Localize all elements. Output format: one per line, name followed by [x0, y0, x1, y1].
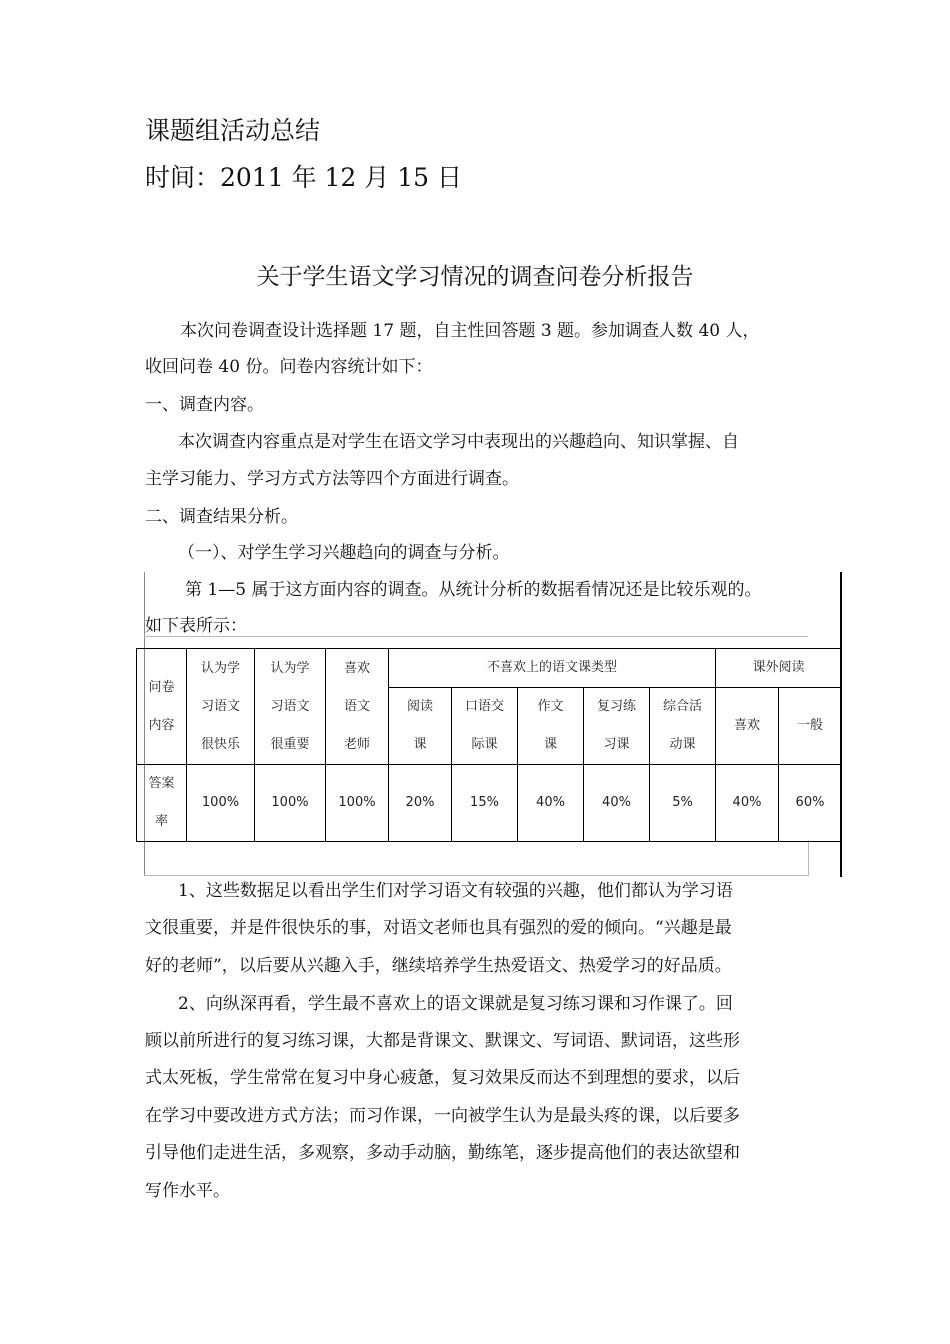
table-intro-line-2: 如下表所示：: [145, 616, 247, 636]
value-cell: 100%: [255, 765, 326, 842]
group-dislike-header: 不喜欢上的语文课类型: [389, 649, 716, 688]
answer-label-cell: 答案 率: [137, 765, 187, 842]
section-heading-2: 二、调查结果分析。: [145, 507, 298, 527]
col-important-header: 认为学 习语文 很重要: [255, 649, 326, 765]
dislike-reading-header: 阅读 课: [389, 688, 452, 765]
value-cell: 100%: [326, 765, 389, 842]
row-header-cell: 问卷 内容: [137, 649, 187, 765]
value-cell: 60%: [779, 765, 842, 842]
dislike-review-header: 复习练 习课: [584, 688, 650, 765]
dislike-writing-header: 作文 课: [518, 688, 584, 765]
value-cell: 100%: [187, 765, 255, 842]
group-reading-header: 课外阅读: [716, 649, 842, 688]
value-cell: 5%: [650, 765, 716, 842]
dislike-activity-header: 综合活 动课: [650, 688, 716, 765]
frame-top-rule: [144, 636, 808, 637]
value-cell: 40%: [518, 765, 584, 842]
analysis-p2-line-6: 写作水平。: [145, 1181, 230, 1201]
analysis-p1-line-3: 好的老师”，以后要从兴趣入手，继续培养学生热爱语文、热爱学习的好品质。: [145, 956, 732, 976]
reading-like-header: 喜欢: [716, 688, 779, 765]
analysis-p2-line-3: 式太死板，学生常常在复习中身心疲惫，复习效果反而达不到理想的要求，以后: [145, 1068, 740, 1088]
value-cell: 40%: [584, 765, 650, 842]
doc-date: 时间：2011 年 12 月 15 日: [145, 163, 462, 192]
subsection-heading-1: （一）、对学生学习兴趣趋向的调查与分析。: [178, 543, 510, 563]
table-intro-line-1: 第 1—5 属于这方面内容的调查。从统计分析的数据看情况还是比较乐观的。: [185, 580, 762, 600]
value-cell: 20%: [389, 765, 452, 842]
value-cell: 40%: [716, 765, 779, 842]
table-answer-row: [137, 765, 842, 842]
table-header-row-1: [137, 649, 842, 688]
doc-heading: 课题组活动总结: [145, 116, 321, 145]
section-heading-1: 一、调查内容。: [145, 395, 264, 415]
dislike-oral-header: 口语交 际课: [452, 688, 518, 765]
analysis-p2-line-1: 2、向纵深再看，学生最不喜欢上的语文课就是复习练习课和习作课了。回: [178, 994, 733, 1014]
analysis-p1-line-1: 1、这些数据足以看出学生们对学习语文有较强的兴趣，他们都认为学习语: [178, 881, 733, 901]
col-happy-header: 认为学 习语文 很快乐: [187, 649, 255, 765]
value-cell: 15%: [452, 765, 518, 842]
analysis-p2-line-4: 在学习中要改进方式方法；而习作课，一向被学生认为是最头疼的课，以后要多: [145, 1106, 740, 1126]
reading-average-header: 一般: [779, 688, 842, 765]
col-teacher-header: 喜欢 语文 老师: [326, 649, 389, 765]
content-line-2: 主学习能力、学习方式方法等四个方面进行调查。: [145, 469, 519, 489]
intro-line-2: 收回问卷 40 份。问卷内容统计如下：: [145, 357, 433, 377]
report-title: 关于学生语文学习情况的调查问卷分析报告: [256, 264, 694, 290]
analysis-p1-line-2: 文很重要，并是件很快乐的事，对语文老师也具有强烈的爱的倾向。“兴趣是最: [145, 918, 732, 938]
survey-table: [136, 648, 842, 842]
analysis-p2-line-5: 引导他们走进生活，多观察，多动手动脑，勤练笔，逐步提高他们的表达欲望和: [145, 1143, 740, 1163]
intro-line-1: 本次问卷调查设计选择题 17 题，自主性回答题 3 题。参加调查人数 40 人，: [180, 321, 760, 341]
content-line-1: 本次调查内容重点是对学生在语文学习中表现出的兴趣趋向、知识掌握、自: [178, 432, 739, 452]
frame-inner-right-line: [808, 840, 809, 876]
analysis-p2-line-2: 顾以前所进行的复习练习课，大都是背课文、默课文、写词语、默词语，这些形: [145, 1031, 740, 1051]
